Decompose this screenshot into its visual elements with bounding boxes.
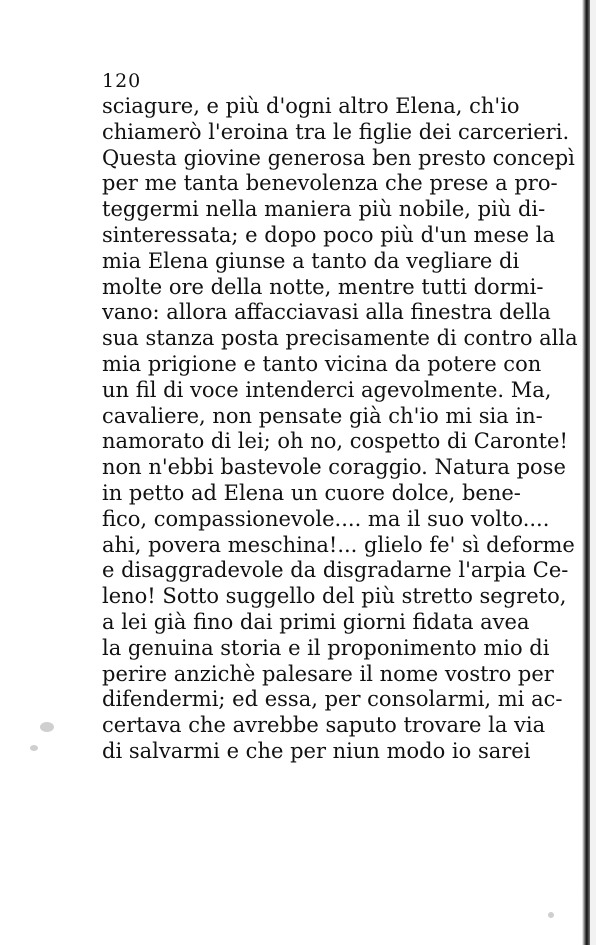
text-line: in petto ad Elena un cuore dolce, bene- — [102, 480, 521, 505]
text-line: e disaggradevole da disgradarne l'arpia Ce- — [102, 558, 569, 583]
paper-speck — [40, 722, 54, 732]
text-line: teggermi nella maniera più nobile, più di- — [102, 197, 546, 222]
text-line: certava che avrebbe saputo trovare la via — [102, 713, 546, 738]
body-text — [102, 94, 578, 765]
text-line: un fil di voce intenderci agevolmente. Ma, — [102, 377, 552, 402]
text-line: perire anzichè palesare il nome vostro per — [102, 661, 554, 686]
paper-speck — [30, 745, 38, 751]
text-line: sciagure, e più d'ogni altro Elena, ch'io — [102, 94, 520, 118]
text-line: fico, compassionevole.... ma il suo volto.... — [102, 506, 550, 531]
text-line: sua stanza posta precisamente di contro alla — [102, 326, 578, 351]
text-line: difendermi; ed essa, per consolarmi, mi ac- — [102, 687, 563, 712]
text-line: molte ore della notte, mentre tutti dormi- — [102, 274, 544, 299]
text-line: Questa giovine generosa ben presto concepì — [102, 145, 575, 170]
page-number: 120 — [102, 70, 142, 92]
text-line: a lei già fino dai primi giorni fidata avea — [102, 609, 530, 634]
text-line: leno! Sotto suggello del più stretto segreto, — [102, 584, 567, 609]
text-line: chiamerò l'eroina tra le figlie dei carcerieri. — [102, 119, 570, 144]
text-line: di salvarmi e che per niun modo io sarei — [102, 738, 531, 763]
text-line: namorato di lei; oh no, cospetto di Caronte! — [102, 429, 568, 454]
text-line: mia prigione e tanto vicina da potere con — [102, 351, 542, 376]
text-line: per me tanta benevolenza che prese a pro- — [102, 171, 558, 196]
text-line: cavaliere, non pensate già ch'io mi sia in- — [102, 403, 543, 428]
text-line: non n'ebbi bastevole coraggio. Natura pose — [102, 455, 566, 480]
text-line: mia Elena giunse a tanto da vegliare di — [102, 248, 520, 273]
text-line: ahi, povera meschina!... glielo fe' sì deforme — [102, 532, 575, 557]
text-line: la genuina storia e il proponimento mio di — [102, 635, 550, 660]
paper-speck — [548, 912, 554, 918]
text-line: sinteressata; e dopo poco più d'un mese la — [102, 222, 556, 247]
page-binding-edge — [582, 0, 590, 945]
text-line: vano: allora affacciavasi alla finestra della — [102, 300, 551, 325]
page-binding-shadow — [590, 0, 596, 945]
